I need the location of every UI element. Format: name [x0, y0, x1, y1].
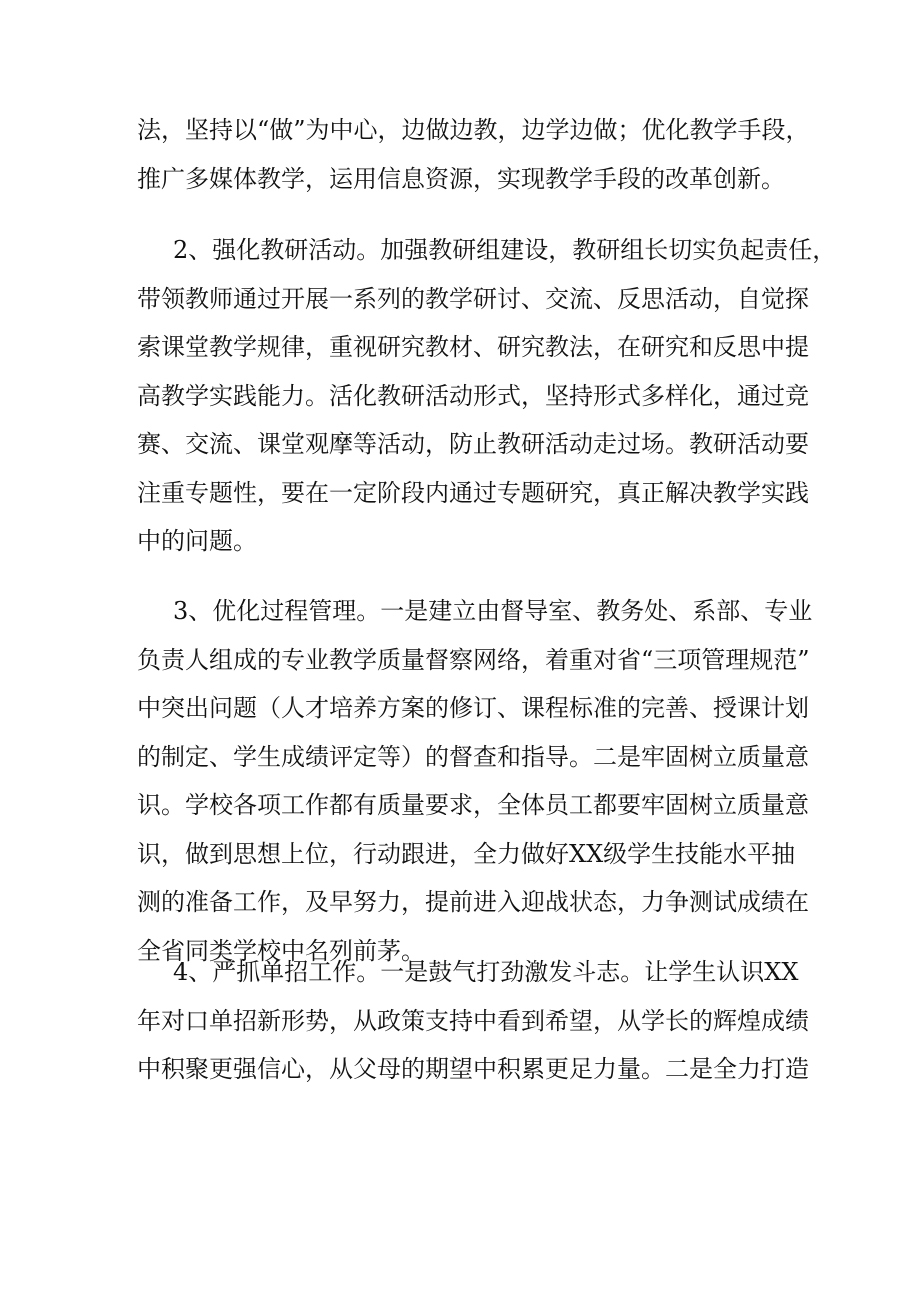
text-line: 年对口单招新形势，从政策支持中看到希望，从学长的辉煌成绩 — [137, 1006, 809, 1035]
text-line: 识，做到思想上位，行动跟进，全力做好XX级学生技能水平抽 — [137, 839, 796, 868]
text-line: 中突出问题（人才培养方案的修订、课程标准的完善、授课计划 — [137, 694, 809, 722]
text-line: 4、严抓单招工作。一是鼓气打劲激发斗志。让学生认识XX — [173, 958, 799, 986]
text-line: 负责人组成的专业教学质量督察网络，着重对省“三项管理规范” — [137, 645, 810, 674]
text-line: 测的准备工作，及早努力，提前进入迎战状态，力争测试成绩在 — [137, 888, 809, 916]
text-line: 索课堂教学规律，重视研究教材、研究教法，在研究和反思中提 — [137, 333, 809, 361]
text-line: 3、优化过程管理。一是建立由督导室、教务处、系部、专业 — [173, 597, 813, 625]
text-line: 法，坚持以“做”为中心，边做边教，边学边做；优化教学手段， — [137, 116, 810, 144]
text-line: 赛、交流、课堂观摩等活动，防止教研活动走过场。教研活动要 — [137, 430, 809, 458]
text-line: 全省同类学校中名列前茅。 — [137, 936, 425, 965]
paragraph-single-enrollment — [137, 948, 809, 1094]
text-line: 的制定、学生成绩评定等）的督查和指导。二是牢固树立质量意 — [137, 742, 809, 771]
text-line: 推广多媒体教学，运用信息资源，实现教学手段的改革创新。 — [137, 164, 785, 193]
paragraph-teaching-methods-continued — [137, 106, 810, 203]
text-line: 高教学实践能力。活化教研活动形式，坚持形式多样化，通过竞 — [137, 381, 809, 410]
paragraph-process-management — [137, 587, 813, 975]
text-line: 带领教师通过开展一系列的教学研讨、交流、反思活动，自觉探 — [137, 284, 809, 313]
paragraph-teaching-research — [137, 226, 837, 566]
text-line: 中的问题。 — [137, 527, 257, 555]
text-line: 中积聚更强信心，从父母的期望中积累更足力量。二是全力打造 — [137, 1055, 809, 1083]
text-line: 2、强化教研活动。加强教研组建设，教研组长切实负起责任， — [173, 236, 837, 264]
text-line: 识。学校各项工作都有质量要求，全体员工都要牢固树立质量意 — [137, 791, 809, 819]
text-line: 注重专题性，要在一定阶段内通过专题研究，真正解决教学实践 — [137, 478, 809, 507]
